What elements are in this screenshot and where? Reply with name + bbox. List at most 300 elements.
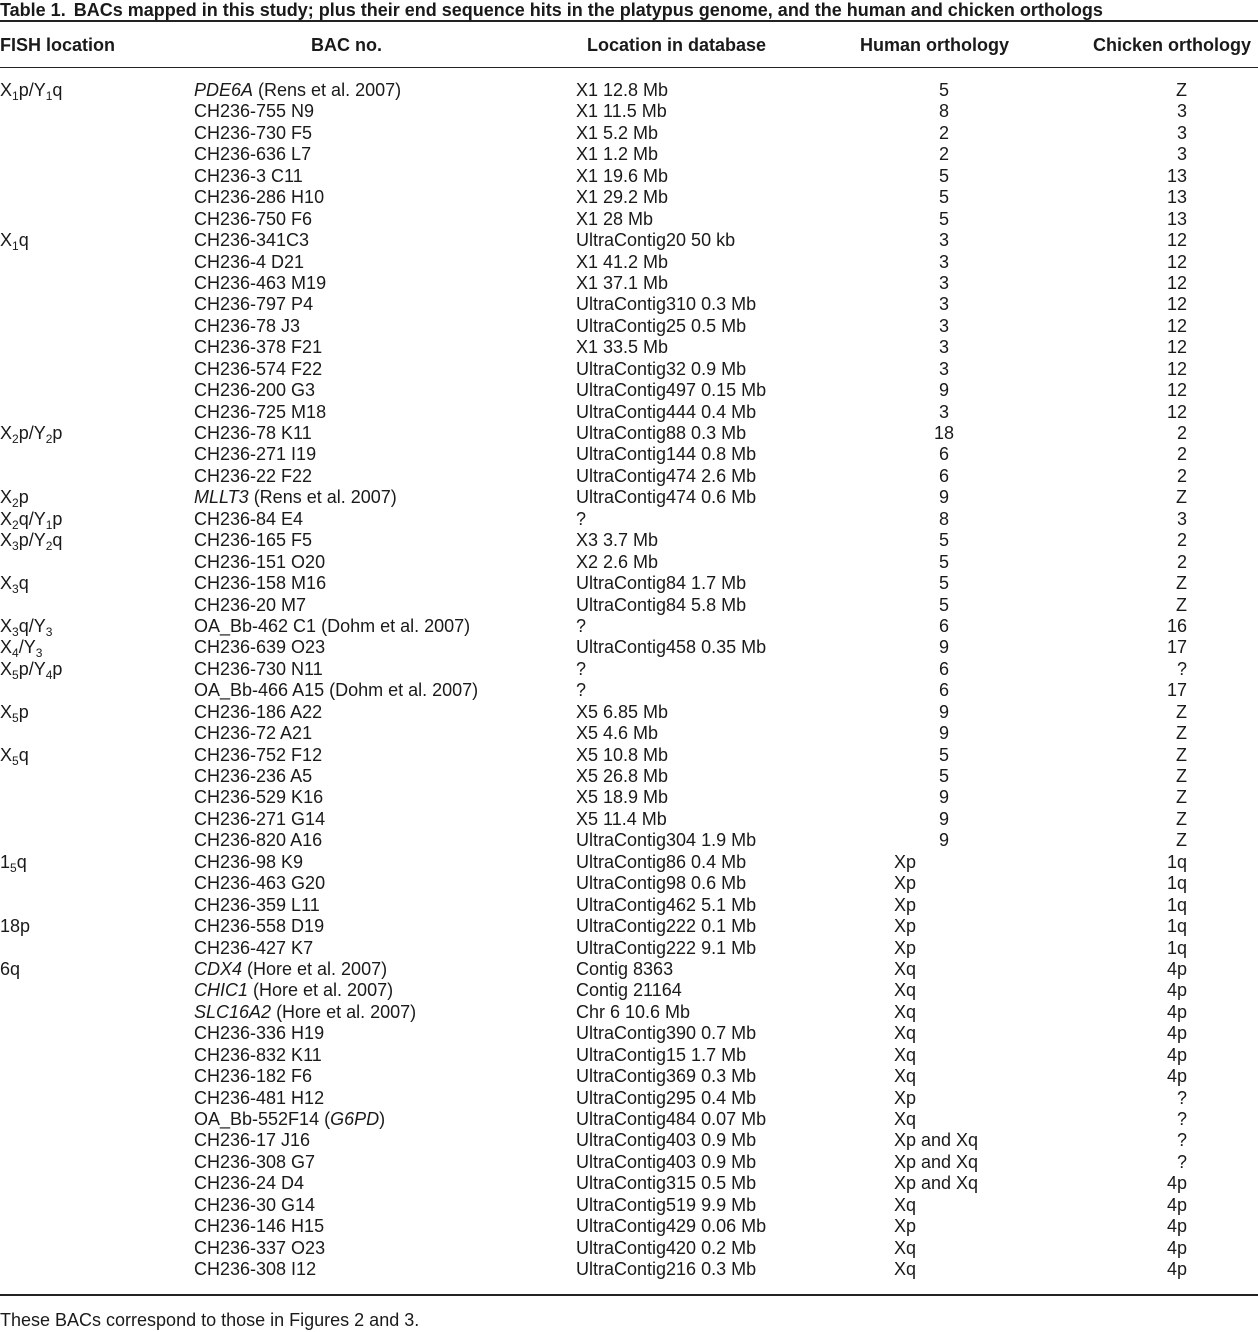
table-row xyxy=(0,552,1258,573)
cell-bac-no: CH236-832 K11 xyxy=(194,1044,322,1065)
table-row xyxy=(0,1195,1258,1216)
table-row xyxy=(0,530,1258,554)
cell-chicken-orthology: 2 xyxy=(1176,530,1187,551)
cell-chicken-orthology: 4p xyxy=(1166,1173,1187,1194)
cell-chicken-orthology: 1q xyxy=(1166,873,1187,894)
cell-location-db: UltraContig458 0.35 Mb xyxy=(576,637,767,658)
cell-chicken-orthology: Z xyxy=(1176,80,1187,100)
cell-chicken-orthology: 13 xyxy=(1166,208,1187,229)
cell-human-orthology: Xp and Xq xyxy=(894,1151,979,1172)
cell-bac-no: CH236-639 O23 xyxy=(194,637,326,658)
cell-chicken-orthology: 3 xyxy=(1176,144,1187,165)
table-row xyxy=(0,294,1258,315)
cell-chicken-orthology: Z xyxy=(1176,766,1187,786)
cell-human-orthology: Xq xyxy=(894,1194,917,1215)
cell-human-orthology: 6 xyxy=(938,465,949,486)
table-row xyxy=(0,1216,1258,1237)
cell-chicken-orthology: 12 xyxy=(1166,251,1187,272)
table-caption xyxy=(0,0,1258,21)
cell-bac-no: CH236-558 D19 xyxy=(194,916,325,937)
header-fish-location: FISH location xyxy=(0,35,116,55)
table-row xyxy=(0,101,1258,122)
cell-location-db: UltraContig390 0.7 Mb xyxy=(576,1023,757,1044)
cell-chicken-orthology: 3 xyxy=(1176,122,1187,143)
cell-location-db: UltraContig429 0.06 Mb xyxy=(576,1216,767,1237)
cell-chicken-orthology: 4p xyxy=(1166,1066,1187,1087)
cell-bac-no: CH236-378 F21 xyxy=(194,337,323,358)
table-row xyxy=(0,444,1258,465)
table-row xyxy=(0,616,1258,637)
cell-bac-no: CH236-271 I19 xyxy=(194,444,317,465)
table-row xyxy=(0,1130,1258,1151)
cell-location-db: UltraContig222 0.1 Mb xyxy=(576,916,757,937)
table-row xyxy=(0,144,1258,165)
table-row xyxy=(0,659,1258,680)
cell-location-db: Chr 6 10.6 Mb xyxy=(576,1001,691,1022)
cell-bac-no: CH236-24 D4 xyxy=(194,1173,305,1194)
table-row xyxy=(0,573,1258,597)
table-row xyxy=(0,745,1258,766)
cell-chicken-orthology: 12 xyxy=(1166,380,1187,401)
cell-location-db: UltraContig315 0.5 Mb xyxy=(576,1173,757,1194)
cell-location-db: UltraContig86 0.4 Mb xyxy=(576,851,747,872)
cell-bac-no: CH236-78 K11 xyxy=(194,423,312,443)
cell-location-db: ? xyxy=(576,508,587,529)
cell-location-db: X5 4.6 Mb xyxy=(576,723,659,744)
cell-bac-no: CH236-337 O23 xyxy=(194,1237,326,1258)
cell-chicken-orthology: 1q xyxy=(1166,851,1187,872)
cell-location-db: X1 11.5 Mb xyxy=(576,101,667,122)
cell-location-db: UltraContig84 1.7 Mb xyxy=(576,573,747,594)
cell-chicken-orthology: Z xyxy=(1176,830,1187,851)
cell-human-orthology: 3 xyxy=(938,294,949,315)
cell-fish-location: $X_3q/Y_3$ xyxy=(0,615,53,639)
cell-bac-no: CH236-797 P4 xyxy=(194,294,314,315)
cell-human-orthology: Xp xyxy=(894,851,917,872)
cell-bac-no: CH236-529 K16 xyxy=(194,787,324,808)
cell-human-orthology: 5 xyxy=(938,744,949,765)
cell-location-db: X5 18.9 Mb xyxy=(576,787,669,808)
table-footnote: These BACs correspond to those in Figures 2 and 3. xyxy=(0,1310,420,1330)
table-row xyxy=(0,1088,1258,1109)
cell-fish-location: 18p xyxy=(0,916,31,937)
cell-location-db: UltraContig474 0.6 Mb xyxy=(576,487,757,508)
cell-chicken-orthology: Z xyxy=(1176,787,1187,808)
cell-bac-no: CH236-3 C11 xyxy=(194,165,303,186)
table-body xyxy=(0,80,1258,1281)
cell-bac-no: CDX4 (Hore et al. 2007) xyxy=(194,958,388,979)
cell-location-db: UltraContig98 0.6 Mb xyxy=(576,873,747,894)
cell-human-orthology: Xp and Xq xyxy=(894,1173,979,1194)
cell-bac-no: CH236-427 K7 xyxy=(194,937,314,958)
cell-location-db: UltraContig144 0.8 Mb xyxy=(576,444,757,465)
cell-chicken-orthology: 4p xyxy=(1166,1001,1187,1022)
cell-location-db: X1 29.2 Mb xyxy=(576,187,669,208)
cell-fish-location: $X_1q$ xyxy=(0,230,29,254)
table-title: BACs mapped in this study; plus their end sequence hits in the platypus genome, and the human and chicken orthologs xyxy=(73,0,1103,20)
cell-human-orthology: 6 xyxy=(938,615,949,636)
table-row xyxy=(0,723,1258,744)
cell-chicken-orthology: 1q xyxy=(1166,937,1187,958)
cell-fish-location: $1_5q$ xyxy=(0,851,27,875)
cell-human-orthology: 5 xyxy=(938,530,949,551)
cell-location-db: UltraContig484 0.07 Mb xyxy=(576,1109,767,1129)
cell-chicken-orthology: 12 xyxy=(1166,337,1187,358)
cell-chicken-orthology: Z xyxy=(1176,701,1187,722)
cell-bac-no: OA_Bb-462 C1 (Dohm et al. 2007) xyxy=(194,615,471,636)
cell-bac-no: CH236-463 G20 xyxy=(194,873,326,894)
cell-chicken-orthology: ? xyxy=(1176,1087,1187,1108)
cell-human-orthology: 3 xyxy=(938,337,949,358)
cell-fish-location: $X_3p/Y_2q$ xyxy=(0,530,63,554)
table-row xyxy=(0,1259,1258,1280)
cell-bac-no: CH236-98 K9 xyxy=(194,851,304,872)
cell-location-db: X2 2.6 Mb xyxy=(576,551,659,572)
cell-bac-no: CH236-4 D21 xyxy=(194,251,305,272)
cell-location-db: X1 5.2 Mb xyxy=(576,122,659,143)
cell-chicken-orthology: 4p xyxy=(1166,980,1187,1001)
cell-human-orthology: 9 xyxy=(938,830,949,851)
cell-human-orthology: 5 xyxy=(938,187,949,208)
cell-chicken-orthology: 12 xyxy=(1166,401,1187,422)
cell-location-db: UltraContig403 0.9 Mb xyxy=(576,1130,757,1151)
table-row xyxy=(0,1023,1258,1044)
table-row xyxy=(0,487,1258,511)
cell-chicken-orthology: 2 xyxy=(1176,423,1187,443)
cell-bac-no: CH236-84 E4 xyxy=(194,508,304,529)
cell-bac-no: CH236-755 N9 xyxy=(194,101,315,122)
cell-chicken-orthology: 17 xyxy=(1166,680,1187,701)
cell-location-db: UltraContig304 1.9 Mb xyxy=(576,830,757,851)
cell-chicken-orthology: 12 xyxy=(1166,315,1187,336)
cell-human-orthology: 3 xyxy=(938,272,949,293)
cell-bac-no: CH236-752 F12 xyxy=(194,744,323,765)
cell-fish-location: $X_2q/Y_1p$ xyxy=(0,508,63,532)
cell-human-orthology: 9 xyxy=(938,723,949,744)
cell-chicken-orthology: 4p xyxy=(1166,958,1187,979)
cell-chicken-orthology: Z xyxy=(1176,723,1187,744)
cell-human-orthology: 5 xyxy=(938,573,949,594)
cell-chicken-orthology: Z xyxy=(1176,808,1187,829)
table-row xyxy=(0,380,1258,401)
cell-chicken-orthology: 17 xyxy=(1166,637,1187,658)
cell-human-orthology: Xp and Xq xyxy=(894,1130,979,1151)
cell-human-orthology: 3 xyxy=(938,358,949,379)
cell-fish-location: $X_5p$ xyxy=(0,701,29,725)
header-rule xyxy=(0,67,1258,68)
cell-bac-no: CH236-308 I12 xyxy=(194,1259,317,1280)
table-row xyxy=(0,787,1258,808)
cell-bac-no: CH236-271 G14 xyxy=(194,808,326,829)
table-row xyxy=(0,209,1258,230)
cell-human-orthology: 9 xyxy=(938,380,949,401)
cell-fish-location: $X_2p$ xyxy=(0,487,29,511)
cell-location-db: UltraContig216 0.3 Mb xyxy=(576,1259,757,1280)
table-row xyxy=(0,316,1258,337)
cell-location-db: X3 3.7 Mb xyxy=(576,530,659,551)
cell-bac-no: CH236-78 J3 xyxy=(194,315,301,336)
table-row xyxy=(0,123,1258,144)
cell-location-db: X5 11.4 Mb xyxy=(576,808,667,829)
cell-human-orthology: Xp xyxy=(894,873,917,894)
cell-chicken-orthology: Z xyxy=(1176,487,1187,508)
cell-chicken-orthology: 1q xyxy=(1166,894,1187,915)
cell-human-orthology: 9 xyxy=(938,787,949,808)
cell-location-db: UltraContig462 5.1 Mb xyxy=(576,894,757,915)
cell-human-orthology: Xq xyxy=(894,1259,917,1280)
cell-human-orthology: 5 xyxy=(938,208,949,229)
cell-human-orthology: 3 xyxy=(938,251,949,272)
table-row xyxy=(0,595,1258,616)
cell-location-db: X1 41.2 Mb xyxy=(576,251,669,272)
cell-human-orthology: 9 xyxy=(938,487,949,508)
cell-location-db: UltraContig20 50 kb xyxy=(576,230,736,251)
cell-bac-no: CH236-30 G14 xyxy=(194,1194,316,1215)
cell-bac-no: CH236-359 L11 xyxy=(194,894,320,915)
table-row xyxy=(0,1002,1258,1023)
cell-location-db: UltraContig25 0.5 Mb xyxy=(576,315,747,336)
cell-human-orthology: Xp xyxy=(894,916,917,937)
cell-human-orthology: Xq xyxy=(894,1044,917,1065)
cell-bac-no: CH236-725 M18 xyxy=(194,401,327,422)
cell-location-db: UltraContig84 5.8 Mb xyxy=(576,594,747,615)
header-chicken-orthology: Chicken orthology xyxy=(1093,35,1252,55)
cell-fish-location: $X_1p/Y_1q$ xyxy=(0,80,63,103)
cell-chicken-orthology: 2 xyxy=(1176,551,1187,572)
cell-bac-no: CH236-158 M16 xyxy=(194,573,327,594)
cell-human-orthology: 6 xyxy=(938,680,949,701)
cell-bac-no: CH236-341C3 xyxy=(194,230,310,251)
cell-bac-no: CH236-165 F5 xyxy=(194,530,313,551)
cell-chicken-orthology: 4p xyxy=(1166,1194,1187,1215)
table-row xyxy=(0,252,1258,273)
cell-bac-no: CH236-20 M7 xyxy=(194,594,307,615)
cell-human-orthology: 5 xyxy=(938,551,949,572)
cell-human-orthology: Xq xyxy=(894,1001,917,1022)
table-row xyxy=(0,809,1258,830)
cell-location-db: X1 12.8 Mb xyxy=(576,80,669,100)
cell-human-orthology: Xq xyxy=(894,1023,917,1044)
cell-human-orthology: 5 xyxy=(938,766,949,786)
cell-chicken-orthology: 4p xyxy=(1166,1044,1187,1065)
cell-human-orthology: Xp xyxy=(894,937,917,958)
header-location-db: Location in database xyxy=(587,35,767,55)
cell-human-orthology: Xp xyxy=(894,894,917,915)
cell-human-orthology: Xq xyxy=(894,958,917,979)
cell-chicken-orthology: 2 xyxy=(1176,465,1187,486)
cell-human-orthology: Xq xyxy=(894,980,917,1001)
cell-location-db: UltraContig369 0.3 Mb xyxy=(576,1066,757,1087)
cell-fish-location: $X_5q$ xyxy=(0,744,29,768)
table-row xyxy=(0,423,1258,444)
table-row xyxy=(0,1045,1258,1066)
cell-bac-no: CH236-17 J16 xyxy=(194,1130,311,1151)
table-row xyxy=(0,230,1258,254)
cell-fish-location: $X_2p/Y_2p$ xyxy=(0,423,63,446)
cell-fish-location: $X_3q$ xyxy=(0,573,29,597)
table-row xyxy=(0,466,1258,487)
cell-bac-no: CH236-820 A16 xyxy=(194,830,323,851)
cell-location-db: ? xyxy=(576,658,587,679)
cell-bac-no: CH236-200 G3 xyxy=(194,380,316,401)
cell-location-db: UltraContig88 0.3 Mb xyxy=(576,423,747,443)
cell-chicken-orthology: ? xyxy=(1176,1151,1187,1172)
cell-bac-no: CH236-336 H19 xyxy=(194,1023,325,1044)
cell-chicken-orthology: ? xyxy=(1176,1109,1187,1129)
cell-location-db: X1 1.2 Mb xyxy=(576,144,659,165)
cell-human-orthology: 8 xyxy=(938,101,949,122)
cell-bac-no: CH236-182 F6 xyxy=(194,1066,313,1087)
cell-chicken-orthology: Z xyxy=(1176,573,1187,594)
cell-chicken-orthology: ? xyxy=(1176,1130,1187,1151)
cell-human-orthology: 5 xyxy=(938,594,949,615)
table-row xyxy=(0,187,1258,208)
cell-bac-no: CH236-750 F6 xyxy=(194,208,313,229)
cell-chicken-orthology: 3 xyxy=(1176,101,1187,122)
cell-location-db: X1 37.1 Mb xyxy=(576,272,669,293)
cell-location-db: UltraContig32 0.9 Mb xyxy=(576,358,747,379)
cell-chicken-orthology: 13 xyxy=(1166,165,1187,186)
cell-bac-no: CH236-151 O20 xyxy=(194,551,326,572)
table-row xyxy=(0,509,1258,530)
cell-human-orthology: 3 xyxy=(938,230,949,251)
cell-chicken-orthology: 12 xyxy=(1166,358,1187,379)
cell-bac-no: CH236-72 A21 xyxy=(194,723,313,744)
cell-bac-no: OA_Bb-466 A15 (Dohm et al. 2007) xyxy=(194,680,479,701)
cell-chicken-orthology: ? xyxy=(1176,658,1187,679)
cell-chicken-orthology: 4p xyxy=(1166,1023,1187,1044)
cell-location-db: X5 10.8 Mb xyxy=(576,744,669,765)
cell-bac-no: CH236-574 F22 xyxy=(194,358,323,379)
cell-location-db: UltraContig444 0.4 Mb xyxy=(576,401,757,422)
cell-human-orthology: 6 xyxy=(938,444,949,465)
cell-location-db: X5 6.85 Mb xyxy=(576,701,669,722)
cell-chicken-orthology: 16 xyxy=(1166,615,1187,636)
table-row xyxy=(0,830,1258,851)
table-row xyxy=(0,680,1258,701)
table-row xyxy=(0,1152,1258,1173)
cell-human-orthology: Xq xyxy=(894,1066,917,1087)
table-label: Table 1. xyxy=(0,0,66,20)
table-row xyxy=(0,337,1258,358)
cell-chicken-orthology: 4p xyxy=(1166,1216,1187,1237)
top-rule xyxy=(0,20,1258,22)
cell-human-orthology: 8 xyxy=(938,508,949,529)
table-row xyxy=(0,1066,1258,1087)
cell-location-db: UltraContig295 0.4 Mb xyxy=(576,1087,757,1108)
cell-location-db: UltraContig310 0.3 Mb xyxy=(576,294,757,315)
table-row xyxy=(0,402,1258,423)
table-row xyxy=(0,1238,1258,1259)
cell-human-orthology: Xq xyxy=(894,1109,917,1129)
cell-human-orthology: 3 xyxy=(938,401,949,422)
cell-human-orthology: 18 xyxy=(933,423,955,443)
bottom-rule xyxy=(0,1294,1258,1296)
cell-chicken-orthology: 12 xyxy=(1166,294,1187,315)
cell-location-db: UltraContig519 9.9 Mb xyxy=(576,1194,757,1215)
cell-human-orthology: 2 xyxy=(938,144,949,165)
cell-bac-no: PDE6A (Rens et al. 2007) xyxy=(194,80,402,100)
table-row xyxy=(0,273,1258,294)
cell-chicken-orthology: 4p xyxy=(1166,1259,1187,1280)
cell-location-db: X1 28 Mb xyxy=(576,208,654,229)
cell-location-db: X1 33.5 Mb xyxy=(576,337,669,358)
table-row xyxy=(0,166,1258,187)
cell-human-orthology: 2 xyxy=(938,122,949,143)
cell-chicken-orthology: Z xyxy=(1176,594,1187,615)
cell-bac-no: OA_Bb-552F14 (G6PD) xyxy=(194,1109,386,1129)
cell-location-db: UltraContig497 0.15 Mb xyxy=(576,380,767,401)
table-row xyxy=(0,916,1258,937)
cell-fish-location: $X_5p/Y_4p$ xyxy=(0,658,63,682)
cell-human-orthology: 3 xyxy=(938,315,949,336)
cell-human-orthology: Xp xyxy=(894,1087,917,1108)
cell-chicken-orthology: 1q xyxy=(1166,916,1187,937)
cell-location-db: UltraContig403 0.9 Mb xyxy=(576,1151,757,1172)
cell-bac-no: CH236-186 A22 xyxy=(194,701,323,722)
cell-bac-no: CH236-22 F22 xyxy=(194,465,313,486)
cell-location-db: Contig 21164 xyxy=(576,980,682,1001)
cell-location-db: UltraContig222 9.1 Mb xyxy=(576,937,757,958)
cell-chicken-orthology: Z xyxy=(1176,744,1187,765)
cell-chicken-orthology: 2 xyxy=(1176,444,1187,465)
cell-chicken-orthology: 12 xyxy=(1166,230,1187,251)
cell-human-orthology: Xq xyxy=(894,1237,917,1258)
cell-bac-no: CH236-308 G7 xyxy=(194,1151,316,1172)
header-human-orthology: Human orthology xyxy=(860,35,1009,55)
cell-location-db: UltraContig420 0.2 Mb xyxy=(576,1237,757,1258)
table-row xyxy=(0,359,1258,380)
cell-bac-no: CH236-481 H12 xyxy=(194,1087,325,1108)
cell-human-orthology: 5 xyxy=(938,165,949,186)
table-row xyxy=(0,873,1258,894)
cell-bac-no: CH236-463 M19 xyxy=(194,272,327,293)
cell-bac-no: CHIC1 (Hore et al. 2007) xyxy=(194,980,394,1001)
cell-human-orthology: Xp xyxy=(894,1216,917,1237)
table-row xyxy=(0,1173,1258,1194)
table-row xyxy=(0,1109,1258,1130)
table-row xyxy=(0,959,1258,980)
cell-bac-no: CH236-286 H10 xyxy=(194,187,325,208)
cell-human-orthology: 9 xyxy=(938,637,949,658)
cell-location-db: UltraContig15 1.7 Mb xyxy=(576,1044,747,1065)
cell-chicken-orthology: 13 xyxy=(1166,187,1187,208)
table-row xyxy=(0,980,1258,1001)
cell-chicken-orthology: 3 xyxy=(1176,508,1187,529)
cell-chicken-orthology: 4p xyxy=(1166,1237,1187,1258)
cell-fish-location: $X_4/Y_3$ xyxy=(0,637,43,661)
cell-location-db: UltraContig474 2.6 Mb xyxy=(576,465,757,486)
cell-bac-no: MLLT3 (Rens et al. 2007) xyxy=(194,487,397,508)
cell-bac-no: CH236-636 L7 xyxy=(194,144,312,165)
cell-human-orthology: 5 xyxy=(938,80,949,100)
cell-chicken-orthology: 12 xyxy=(1166,272,1187,293)
table-row xyxy=(0,938,1258,959)
cell-location-db: X1 19.6 Mb xyxy=(576,165,669,186)
cell-location-db: ? xyxy=(576,615,587,636)
cell-location-db: ? xyxy=(576,680,587,701)
cell-bac-no: SLC16A2 (Hore et al. 2007) xyxy=(194,1001,417,1022)
table-row xyxy=(0,637,1258,661)
table-row xyxy=(0,80,1258,101)
header-bac-no: BAC no. xyxy=(311,35,382,55)
cell-human-orthology: 6 xyxy=(938,658,949,679)
table-row xyxy=(0,852,1258,873)
table-row xyxy=(0,702,1258,723)
cell-human-orthology: 9 xyxy=(938,701,949,722)
cell-location-db: X5 26.8 Mb xyxy=(576,766,669,786)
cell-bac-no: CH236-730 F5 xyxy=(194,122,313,143)
